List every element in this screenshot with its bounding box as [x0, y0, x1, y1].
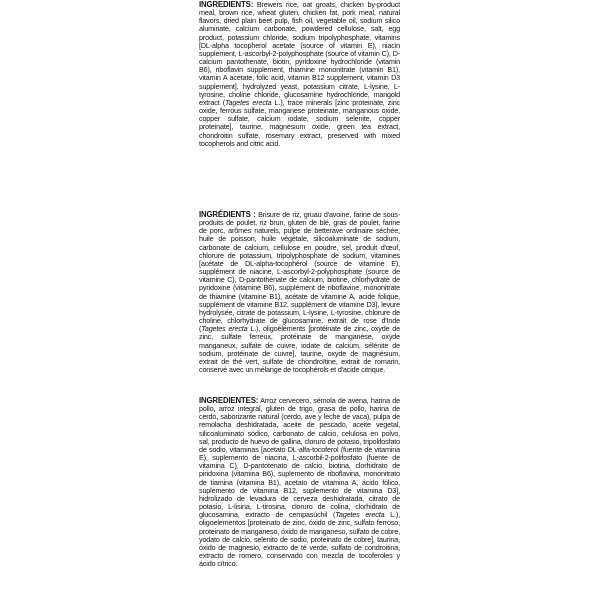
ingredients-spanish-botanical-name: Tagetes erecta	[335, 510, 385, 520]
ingredients-english-text-part2: L.), trace minerals [zinc proteinate, zinc oxide, ferrous sulfate, manganese proteinate, manganous oxide, copper sulfate, calcium iodate, sodium selenite, copper proteinate], taurine, magnesium oxide, green tea extract, chondroitin sulfate, rosemary extract, preserved with mixed tocopherols and citric acid.	[199, 97, 400, 148]
ingredients-english-text-part1: Brewers rice, oat groats, chicken by-product meal, brown rice, wheat gluten, chicken fat, pork meal, natural flavors, dried plain beet pulp, fish oil, vegetable oil, sodium silico aluminate, calcium carbonate, powdered cellulose, salt, egg product, potassium chloride, sodium tripolyphosphate, vitamins [DL-alpha tocopherol acetate (source of vitamin E), niacin supplement, L-ascorbyl-2-polyphosphate (source of vitamin C), D-calcium pantothenate, biotin, pyridoxine hydrochloride (vitamin B6), riboflavin supplement, thiamine mononitrate (vitamin B1), vitamin A acetate, folic acid, vitamin B12 supplement, vitamin D3 supplement], hydrolyzed yeast, potassium citrate, L-lysine, L-tyrosine, choline chloride, glucosamine hydrochloride, marigold extract (	[199, 0, 400, 107]
ingredients-english-block	[199, 1, 400, 148]
ingredients-english-heading: INGREDIENTS:	[199, 0, 254, 9]
ingredients-french-botanical-name: Tagetes erecta	[201, 324, 248, 334]
ingredients-french-text-part1: Brisure de riz, gruau d'avoine, farine de sous-produits de poulet, riz brun, gluten de blé, gras de poulet, farine de porc, arômes naturels, pulpe de betterave ordinaire séchée, huile de poisson, huile végétale, silicoaluminate de sodium, carbonate de calcium, cellulose en poudre, sel, produit d'œuf, chlorure de potassium, tripolyphosphate de sodium, vitamines [acétate de DL-alpha-tocophérol (source de vitamine E), supplément de niacine, L-ascorbyl-2-polyphosphate (source de vitamine C), D-pantothénate de calcium, biotine, chlorhydrate de pyridoxine (vitamine B6), supplément de riboflavine, mononitrate de thiamine (vitamine B1), acétate de vitamine A, acide folique, supplément de vitamine B12, supplément de vitamine D3], levure hydrolysée, citrate de potassium, L-lysine, L-tyrosine, chlorure de choline, chlorhydrate de glucosamine, extrait de rose d'Inde (	[199, 210, 400, 334]
ingredients-spanish-block	[199, 397, 400, 568]
ingredients-english-botanical-name: Tagetes erecta	[224, 97, 272, 107]
ingredients-spanish-text-part2: L.), oligoelementos [proteinato de zinc, óxido de zinc, sulfato ferroso, proteinato de manganeso, óxido de manganeso, sulfato de cobre, yodato de calcio, selenito de sodio, proteinato de cobre], taurina, óxido de magnesio, extracto de té verde, sulfato de condroitina, extracto de romero, conservado con mezcla de tocoferoles y ácido cítrico.	[199, 510, 400, 569]
ingredients-spanish-heading: INGREDIENTES:	[199, 396, 259, 405]
ingredients-french-heading: INGRÉDIENTS :	[199, 210, 256, 219]
ingredients-spanish-text-part1: Arroz cervecero, sémola de avena, harina de pollo, arroz integral, gluten de trigo, grasa de pollo, harina de cerdo, saborizante natural (cerdo, ave y leche de vaca), pulpa de remolacha deshidratada, aceite de pescado, aceite vegetal, silicoaluminato sódico, carbonato de calcio, celulosa en polvo, sal, producto de huevo de gallina, cloruro de potasio, tripolifosfato de sodio, vitaminas [acetato DL-alfa-tocoferol (fuente de vitamina E), suplemento de niacina, L-ascorbil-2-polifosfato (fuente de vitamina C), D-pantotenato de calcio, biotina, clorhidrato de piridoxina (vitamina B6), suplemento de riboflavina, mononitrato de tiamina (vitamina B1), acetato de vitamina A, ácido fólico, suplemento de vitamina B12, suplemento de vitamina D3], hidrolizado de levadura de cerveza deshidratada, citrato de potasio, L-lisina, L-tirosina, cloruro de colina, clorhidrato de glucosamina, extracto de cempasúchil (	[199, 396, 400, 520]
ingredients-french-text-part2: L.), oligoéléments [protéinate de zinc, oxyde de zinc, sulfate ferreux, protéinate de manganèse, oxyde manganeux, sulfate de cuivre, iodate de calcium, sélénite de sodium, protéinate de cuivre], taurine, oxyde de magnésium, extrait de thé vert, sulfate de chondroïtine, extrait de romarin, conservé avec un mélange de tocophérols et d'acide citrique.	[199, 324, 400, 374]
ingredients-french-block	[199, 211, 400, 374]
